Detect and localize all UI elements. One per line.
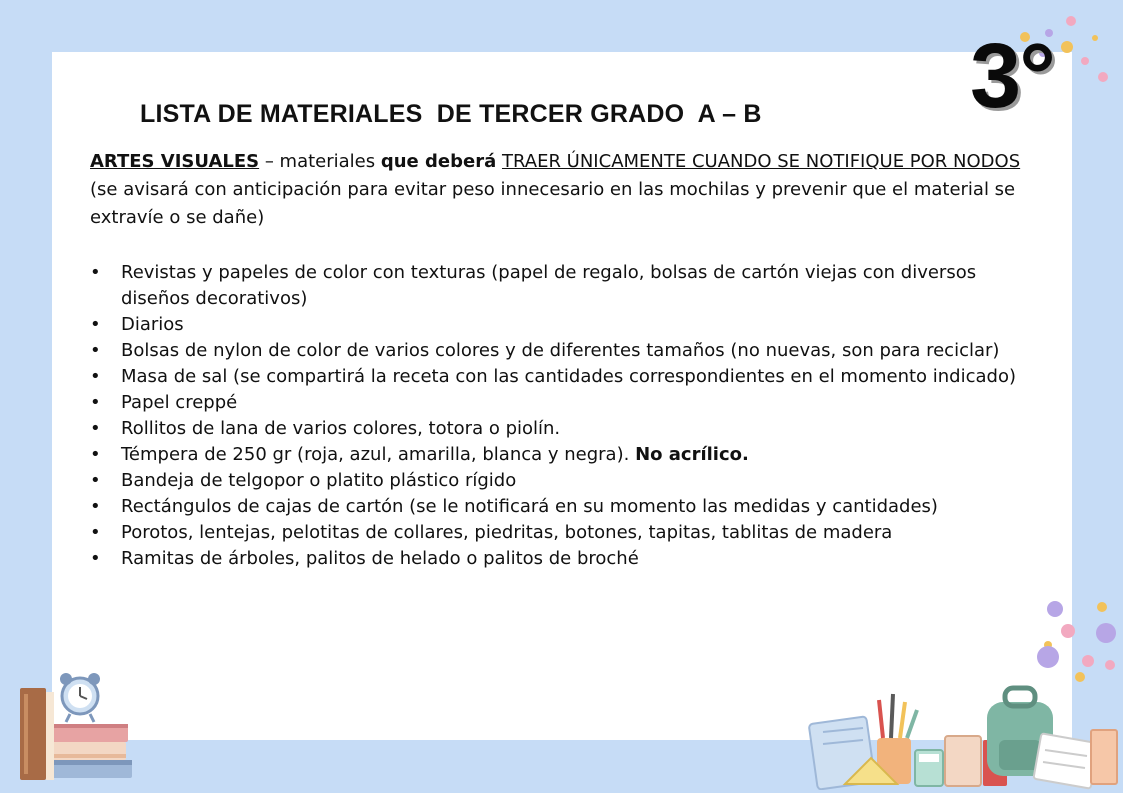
item-bold-note: No acrílico. bbox=[635, 444, 749, 465]
list-item bbox=[90, 520, 1040, 546]
list-item bbox=[90, 260, 1040, 312]
list-item bbox=[90, 442, 1040, 468]
bullet: • bbox=[90, 418, 101, 439]
bullet: • bbox=[90, 340, 101, 361]
intro-notice: TRAER ÚNICAMENTE CUANDO SE NOTIFIQUE POR NODOS bbox=[501, 151, 1021, 172]
bullet: • bbox=[90, 548, 101, 569]
bullet: • bbox=[90, 314, 101, 335]
materials-list bbox=[90, 260, 1040, 572]
intro-dash: – materiales bbox=[259, 151, 381, 172]
intro-must: que deberá bbox=[380, 151, 497, 172]
item-text: Revistas y papeles de color con texturas (papel de regalo, bolsas de cartón viejas con diversos diseños decorativos) bbox=[121, 262, 977, 309]
subject-label: ARTES VISUALES bbox=[90, 151, 260, 172]
bullet: • bbox=[90, 444, 101, 465]
list-item bbox=[90, 364, 1040, 390]
item-text: Masa de sal (se compartirá la receta con las cantidades correspondientes en el momento indicado) bbox=[121, 366, 1016, 387]
item-text: Rectángulos de cajas de cartón (se le notificará en su momento las medidas y cantidades) bbox=[121, 496, 938, 517]
intro-note: (se avisará con anticipación para evitar peso innecesario en las mochilas y prevenir que el material se extravíe o se dañe) bbox=[90, 179, 1016, 228]
item-text: Porotos, lentejas, pelotitas de collares, piedritas, botones, tapitas, tablitas de madera bbox=[121, 522, 893, 543]
list-item bbox=[90, 494, 1040, 520]
list-item bbox=[90, 468, 1040, 494]
list-item bbox=[90, 338, 1040, 364]
item-text: Témpera de 250 gr (roja, azul, amarilla, blanca y negra). bbox=[121, 444, 636, 465]
item-text: Bolsas de nylon de color de varios colores y de diferentes tamaños (no nuevas, son para reciclar) bbox=[121, 340, 1000, 361]
books-and-alarm-clock-illustration bbox=[14, 668, 139, 788]
bullet: • bbox=[90, 522, 101, 543]
item-text: Bandeja de telgopor o platito plástico rígido bbox=[121, 470, 517, 491]
intro-paragraph bbox=[90, 148, 1035, 232]
item-text: Papel creppé bbox=[121, 392, 238, 413]
grade-badge: 3° bbox=[970, 25, 1054, 127]
list-item bbox=[90, 546, 1040, 572]
bullet: • bbox=[90, 470, 101, 491]
bullet: • bbox=[90, 496, 101, 517]
bullet: • bbox=[90, 366, 101, 387]
page-title: LISTA DE MATERIALES DE TERCER GRADO A – B bbox=[140, 100, 762, 128]
item-text: Ramitas de árboles, palitos de helado o palitos de broché bbox=[121, 548, 639, 569]
school-supplies-illustration bbox=[805, 680, 1123, 790]
bullet: • bbox=[90, 262, 101, 283]
bullet: • bbox=[90, 392, 101, 413]
item-text: Rollitos de lana de varios colores, totora o piolín. bbox=[121, 418, 561, 439]
item-text: Diarios bbox=[121, 314, 184, 335]
list-item bbox=[90, 312, 1040, 338]
list-item bbox=[90, 416, 1040, 442]
list-item bbox=[90, 390, 1040, 416]
